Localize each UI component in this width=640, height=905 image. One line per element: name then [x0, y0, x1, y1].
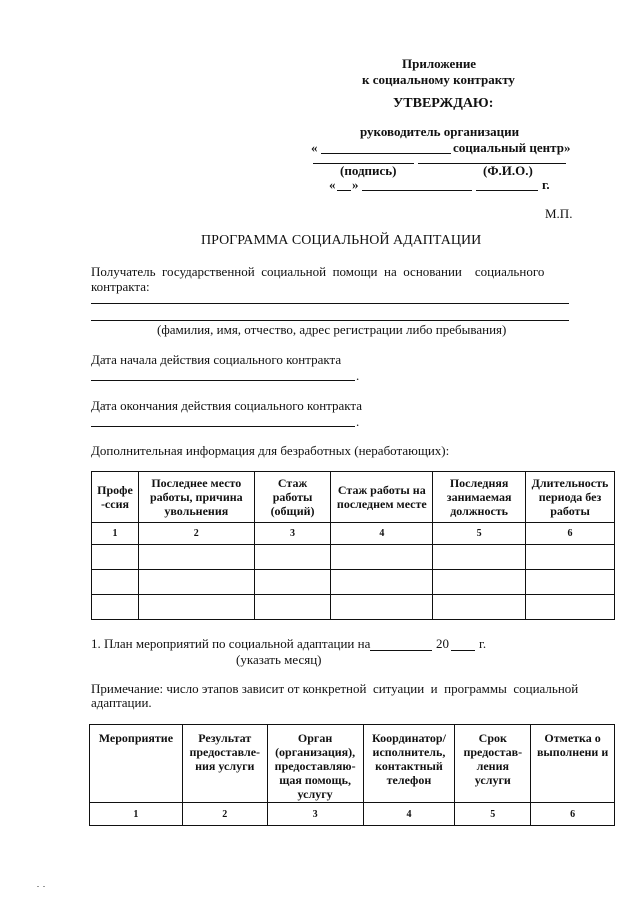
signature-caption: (подпись)	[340, 163, 397, 178]
plan-month-field[interactable]	[370, 650, 432, 651]
plan-year-field[interactable]	[451, 650, 475, 651]
table-cell[interactable]	[92, 595, 139, 620]
start-date-label: Дата начала действия социального контракта	[91, 352, 342, 367]
appendix-title: Приложение	[402, 56, 477, 71]
stamp-label: М.П.	[545, 206, 573, 221]
table-cell[interactable]	[526, 570, 615, 595]
plan-year-prefix: 20	[436, 636, 449, 651]
table-cell[interactable]	[254, 570, 331, 595]
table-cell[interactable]	[92, 570, 139, 595]
col-deadline: Срок предостав- ления услуги	[455, 725, 531, 803]
table-cell[interactable]	[526, 595, 615, 620]
column-number: 5	[433, 523, 526, 545]
table-cell[interactable]	[138, 545, 254, 570]
unemployed-info-label: Дополнительная информация для безработных (неработающих):	[91, 443, 450, 458]
table-cell[interactable]	[433, 545, 526, 570]
col-last-workplace: Последнее место работы, причина увольнения	[138, 472, 254, 523]
activities-table-header	[90, 725, 615, 803]
col-completion-mark: Отметка о выполнени и	[531, 725, 615, 803]
table-cell[interactable]	[138, 595, 254, 620]
col-unemployment-duration: Длительность периода без работы	[526, 472, 615, 523]
table-cell[interactable]	[331, 545, 433, 570]
note-line1: Примечание: число этапов зависит от конкретной ситуации и программы социальной	[91, 681, 579, 696]
social-center-label: социальный центр»	[453, 140, 571, 155]
end-date-label: Дата окончания действия социального контракта	[91, 398, 363, 413]
employment-table-number-row	[92, 523, 615, 545]
recipient-field-1[interactable]	[91, 303, 569, 304]
year-suffix: г.	[542, 177, 550, 192]
col-last-position: Последняя занимаемая должность	[433, 472, 526, 523]
column-number: 2	[138, 523, 254, 545]
column-number: 1	[90, 803, 183, 826]
recipient-text-line2: контракта:	[91, 279, 150, 294]
date-quote-close: »	[352, 177, 359, 192]
table-cell[interactable]	[138, 570, 254, 595]
table-cell[interactable]	[254, 545, 331, 570]
recipient-caption: (фамилия, имя, отчество, адрес регистрации либо пребывания)	[157, 322, 507, 337]
column-number: 1	[92, 523, 139, 545]
note-line2: адаптации.	[91, 695, 152, 710]
table-row	[92, 570, 615, 595]
recipient-text-line1: Получатель государственной социальной помощи на основании социального	[91, 264, 545, 279]
head-of-organization: руководитель организации	[360, 124, 520, 139]
column-number: 2	[182, 803, 267, 826]
date-month-field[interactable]	[362, 190, 472, 191]
plan-text: 1. План мероприятий по социальной адаптации на	[91, 636, 371, 651]
table-cell[interactable]	[526, 545, 615, 570]
start-date-dot: .	[356, 368, 360, 383]
col-profession: Профе -ссия	[92, 472, 139, 523]
col-activity: Мероприятие	[90, 725, 183, 803]
col-coordinator: Координатор/ исполнитель, контактный телефон	[363, 725, 455, 803]
table-cell[interactable]	[92, 545, 139, 570]
column-number: 6	[531, 803, 615, 826]
table-cell[interactable]	[331, 570, 433, 595]
activities-table	[89, 724, 615, 826]
recipient-field-2[interactable]	[91, 320, 569, 321]
column-number: 5	[455, 803, 531, 826]
table-cell[interactable]	[331, 595, 433, 620]
column-number: 4	[331, 523, 433, 545]
col-last-place-experience: Стаж работы на последнем месте	[331, 472, 433, 523]
col-total-experience: Стаж работы (общий)	[254, 472, 331, 523]
organization-name-field[interactable]	[321, 153, 451, 154]
scan-speck	[43, 886, 45, 887]
document-title: ПРОГРАММА СОЦИАЛЬНОЙ АДАПТАЦИИ	[201, 233, 482, 248]
column-number: 6	[526, 523, 615, 545]
start-date-field[interactable]	[91, 380, 355, 381]
employment-table	[91, 471, 615, 620]
date-day-field[interactable]	[337, 190, 351, 191]
column-number: 3	[267, 803, 363, 826]
table-row	[92, 545, 615, 570]
column-number: 3	[254, 523, 331, 545]
quote-open: «	[311, 140, 318, 155]
scan-speck	[37, 886, 39, 887]
table-cell[interactable]	[433, 570, 526, 595]
plan-year-suffix: г.	[479, 636, 487, 651]
activities-table-number-row	[90, 803, 615, 826]
column-number: 4	[363, 803, 455, 826]
col-organization: Орган (организация), предоставляю- щая помощь, услугу	[267, 725, 363, 803]
table-row	[92, 595, 615, 620]
end-date-field[interactable]	[91, 426, 355, 427]
table-cell[interactable]	[433, 595, 526, 620]
fio-caption: (Ф.И.О.)	[483, 163, 533, 178]
plan-month-caption: (указать месяц)	[236, 652, 322, 667]
end-date-dot: .	[356, 414, 360, 429]
appendix-subtitle: к социальному контракту	[362, 72, 515, 87]
date-quote-open: «	[329, 177, 336, 192]
date-year-field[interactable]	[476, 190, 538, 191]
approve-heading: УТВЕРЖДАЮ:	[393, 96, 494, 111]
employment-table-header	[92, 472, 615, 523]
table-cell[interactable]	[254, 595, 331, 620]
col-result: Результат предоставле- ния услуги	[182, 725, 267, 803]
